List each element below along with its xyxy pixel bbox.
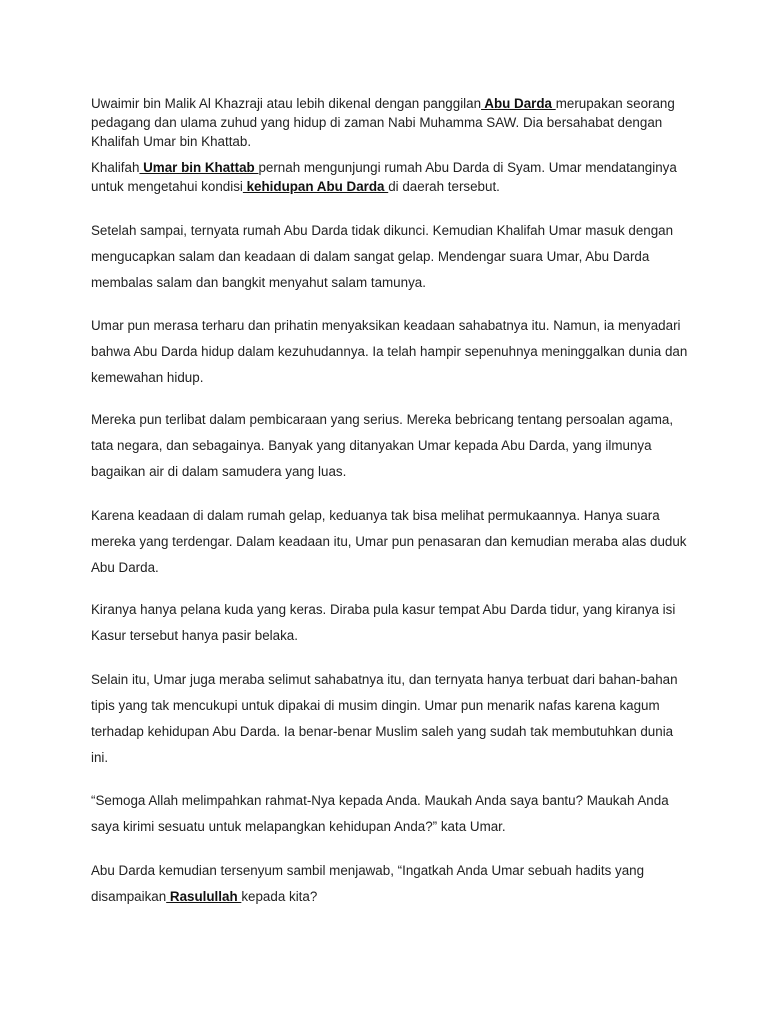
paragraph-umar-moved: Umar pun merasa terharu dan prihatin menyaksikan keadaan sahabatnya itu. Namun, ia menyadari bahwa Abu Darda hidup dalam kezuhudannya. Ia telah hampir sepenuhnya meninggalkan dunia dan kemewahan hidup. (91, 318, 688, 385)
paragraph-blanket: Selain itu, Umar juga meraba selimut sahabatnya itu, dan ternyata hanya terbuat dari bahan-bahan tipis yang tak mencukupi untuk dipakai di musim dingin. Umar pun menarik nafas karena kagum terhadap kehidupan Abu Darda. Ia benar-benar Muslim saleh yang sudah tak membutuhkan dunia ini. (91, 672, 678, 765)
paragraph-text: pernah mengunjungi rumah Abu Darda di Syam. Umar mendatanginya untuk mengetahui kondisi (91, 160, 677, 194)
paragraph-intro (91, 94, 691, 151)
paragraph-umar-offer: “Semoga Allah melimpahkan rahmat-Nya kepada Anda. Maukah Anda saya bantu? Maukah Anda saya kirimi sesuatu untuk melapangkan kehidupan Anda?” kata Umar. (91, 793, 669, 834)
paragraph-saddle: Kiranya hanya pelana kuda yang keras. Diraba pula kasur tempat Abu Darda tidur, yang kiranya isi Kasur tersebut hanya pasir belaka. (91, 602, 676, 643)
paragraph-abu-darda-reply (91, 858, 691, 910)
paragraph-visit (91, 158, 691, 196)
paragraph-text: Khalifah (91, 160, 140, 175)
paragraph-conversation: Mereka pun terlibat dalam pembicaraan yang serius. Mereka bebricang tentang persoalan agama, tata negara, dan sebagainya. Banyak yang ditanyakan Umar kepada Abu Darda, yang ilmunya bagaikan air di dalam samudera yang luas. (91, 412, 674, 479)
link-kehidupan-abu-darda[interactable]: kehidupan Abu Darda (242, 179, 389, 194)
paragraph-text: Uwaimir bin Malik Al Khazraji atau lebih dikenal dengan panggilan (91, 96, 482, 111)
link-abu-darda[interactable]: Abu Darda (481, 96, 556, 111)
paragraph-darkness: Karena keadaan di dalam rumah gelap, keduanya tak bisa melihat permukaannya. Hanya suara mereka yang terdengar. Dalam keadaan itu, Umar pun penasaran dan kemudian meraba alas duduk Abu Darda. (91, 508, 687, 575)
paragraph-text: di daerah tersebut. (388, 179, 500, 194)
paragraph-text: Abu Darda kemudian tersenyum sambil menjawab, “Ingatkah Anda Umar sebuah hadits yang disampaikan (91, 863, 645, 904)
link-umar-bin-khattab[interactable]: Umar bin Khattab (139, 160, 259, 175)
paragraph-text: merupakan seorang pedagang dan ulama zuhud yang hidup di zaman Nabi Muhamma SAW. Dia bersahabat dengan Khalifah Umar bin Khattab. (91, 96, 675, 149)
link-rasulullah[interactable]: Rasulullah (166, 889, 242, 904)
paragraph-arrival: Setelah sampai, ternyata rumah Abu Darda tidak dikunci. Kemudian Khalifah Umar masuk dengan mengucapkan salam dan keadaan di dalam sangat gelap. Mendengar suara Umar, Abu Darda membalas salam dan bangkit menyahut salam tamunya. (91, 223, 674, 290)
paragraph-text: kepada kita? (241, 889, 318, 904)
